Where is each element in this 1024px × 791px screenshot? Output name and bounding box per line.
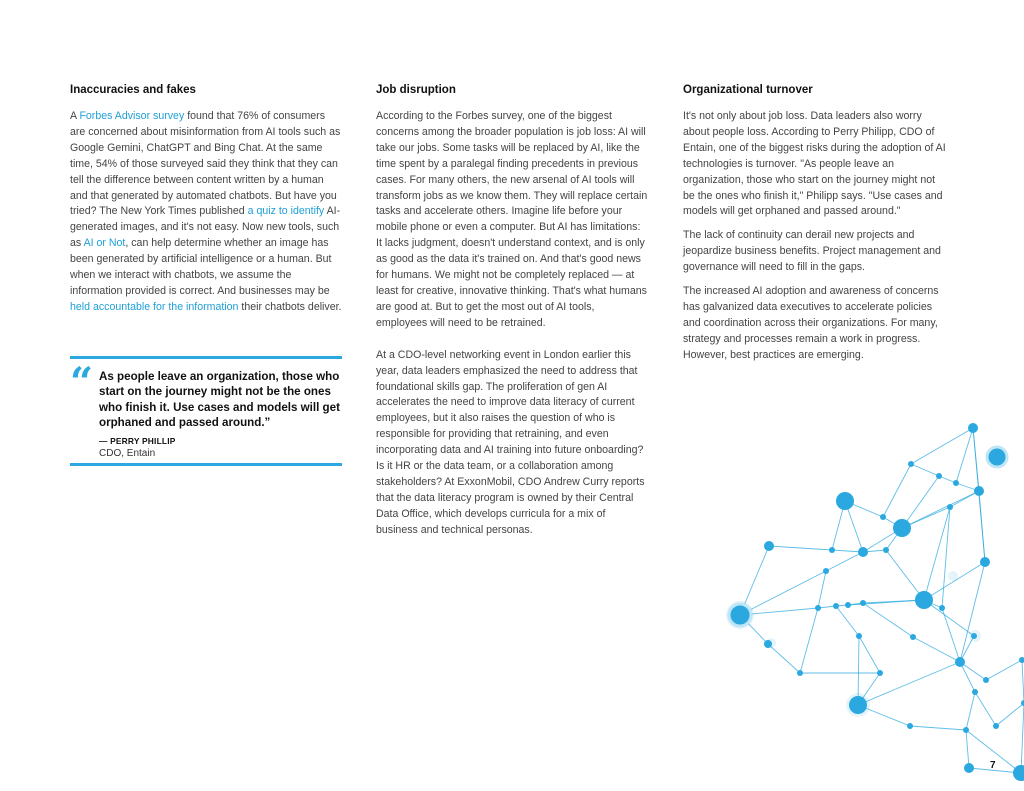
quote-author: — PERRY PHILLIP xyxy=(99,436,176,446)
network-node xyxy=(910,634,916,640)
column-organizational-turnover xyxy=(683,82,948,372)
network-edge xyxy=(975,692,996,726)
network-node xyxy=(833,603,839,609)
heading-inaccuracies: Inaccuracies and fakes xyxy=(70,84,196,96)
network-node xyxy=(936,473,942,479)
paragraph-job-disruption-1: According to the Forbes survey, one of the biggest concerns among the broader population is job loss: AI will take our jobs. Some tasks will be replaced by AI, like the time spent by a paralegal finding precedents in previous cases. For many others, the new arsenal of AI tools will transform jobs as we know them. They will replace certain tasks and accelerate others. Imagine life before your mobile phone or even a computer. But AI has limitations: It lacks judgment, doesn't understand context, and is only as good as the data it's trained on. And that's good news for humans. We might not be completely replaced — at least for creative, innovative thinking. That's what humans are good at. But to get the most out of AI tools, employees will need to be retrained. xyxy=(376,110,648,329)
paragraph-text: A xyxy=(70,110,80,122)
inline-link[interactable]: Forbes Advisor survey xyxy=(79,110,185,122)
network-node xyxy=(893,519,911,537)
network-node xyxy=(823,568,829,574)
paragraph-text: , can help determine whether an image has been generated by artificial intelligence or a human. But when we interact with chatbots, we assume the information provided is correct. And businesses may be xyxy=(70,237,332,297)
network-node xyxy=(980,557,990,567)
network-edge xyxy=(883,464,911,517)
network-node xyxy=(836,492,854,510)
network-node xyxy=(764,640,772,648)
network-edge xyxy=(986,660,1022,680)
network-node xyxy=(845,602,851,608)
network-edge xyxy=(800,608,818,673)
paragraph-turnover-2: The lack of continuity can derail new projects and jeopardize business benefits. Project management and governance will need to fill in the gaps. xyxy=(683,229,941,274)
network-edge xyxy=(960,662,975,692)
network-node xyxy=(729,604,751,626)
network-edge xyxy=(966,730,969,768)
network-edge xyxy=(826,552,863,571)
quote-mark-icon: “ xyxy=(70,359,94,406)
network-node xyxy=(915,591,933,609)
network-edge xyxy=(863,603,913,637)
network-node xyxy=(1013,765,1024,781)
paragraph-inaccuracies xyxy=(70,109,342,316)
network-edge xyxy=(966,692,975,730)
network-node xyxy=(849,696,867,714)
network-node xyxy=(883,547,889,553)
network-node xyxy=(963,727,969,733)
pull-quote xyxy=(70,356,342,466)
network-node xyxy=(1019,657,1024,663)
paragraph-text: their chatbots deliver. xyxy=(238,300,342,313)
column-inaccuracies xyxy=(70,82,342,324)
heading-organizational-turnover: Organizational turnover xyxy=(683,84,813,96)
network-node xyxy=(815,605,821,611)
network-node xyxy=(877,670,883,676)
inline-link[interactable]: a quiz to identify xyxy=(247,205,325,218)
network-node xyxy=(856,633,862,639)
network-node xyxy=(829,547,835,553)
network-node xyxy=(797,670,803,676)
network-node xyxy=(974,486,984,496)
network-node xyxy=(860,600,866,606)
network-node xyxy=(987,447,1007,467)
network-edge xyxy=(768,644,800,673)
network-edge xyxy=(910,726,966,730)
network-edge xyxy=(979,491,985,562)
paragraph-text: found that 76% of consumers are concerned about misinformation from AI tools such as Google Gemini, ChatGPT and Bing Chat. At the same time, 54% of those surveyed said they think that they can tell the difference between content written by a human and that generated by automated chatbots. But have you tried? The New York Times published xyxy=(70,110,341,218)
network-edge xyxy=(960,562,985,662)
network-edge xyxy=(911,464,939,476)
paragraph-turnover-3: The increased AI adoption and awareness of concerns has galvanized data executives to accelerate policies and coordination across their organizations. For many, strategy and processes remain a work in progress. However, best practices are emerging. xyxy=(683,285,939,361)
network-edge xyxy=(886,550,924,600)
network-node xyxy=(964,763,974,773)
network-node xyxy=(953,480,959,486)
network-node xyxy=(947,504,953,510)
network-node xyxy=(968,423,978,433)
network-node xyxy=(880,514,886,520)
network-halo xyxy=(948,571,958,581)
network-node xyxy=(983,677,989,683)
network-node xyxy=(858,547,868,557)
network-edge xyxy=(859,636,880,673)
quote-role: CDO, Entain xyxy=(99,448,156,459)
paragraph-job-disruption-2: At a CDO-level networking event in London earlier this year, data leaders emphasized the need to address that foundational skills gap. The proliferation of gen AI accelerates the need to improve data literacy of current employees, but it also raises the question of who is responsible for providing that retraining, and even incorporating data and AI training into future onboarding? Is it HR or the data team, or a collaboration among stakeholders? At ExxonMobil, CDO Andrew Curry reports that the data literacy program is owned by their Central Data Office, which develops curricula for a mix of business and technical personas. xyxy=(376,348,645,536)
network-edge xyxy=(769,546,832,550)
column-job-disruption xyxy=(376,82,648,547)
inline-link[interactable]: AI or Not xyxy=(83,237,126,250)
network-node xyxy=(993,723,999,729)
network-node xyxy=(971,633,977,639)
network-edge xyxy=(924,600,974,636)
network-node xyxy=(908,461,914,467)
network-edge xyxy=(818,571,826,608)
quote-text: As people leave an organization, those who start on the journey might not be the ones who finish it. Use cases and models will get orphaned and passed around.” xyxy=(99,370,340,430)
network-edge xyxy=(863,600,924,603)
network-node xyxy=(907,723,913,729)
network-node xyxy=(764,541,774,551)
network-edge xyxy=(836,606,859,636)
heading-job-disruption: Job disruption xyxy=(376,84,456,96)
page-number: 7 xyxy=(990,760,996,771)
network-edge xyxy=(902,491,979,528)
network-node xyxy=(972,689,978,695)
paragraph-turnover-1: It's not only about job loss. Data leaders also worry about people loss. According to Perry Philipp, CDO of Entain, one of the biggest risks during the adoption of AI technologies is turnover. "As people leave an organization, those who start on the journey might not be the ones who finish it," Philipp says. "Use cases and models will get orphaned and passed around." xyxy=(683,110,946,218)
network-node xyxy=(939,605,945,611)
inline-link[interactable]: held accountable for the information xyxy=(70,300,239,313)
network-edge xyxy=(996,703,1024,726)
network-node xyxy=(955,657,965,667)
paragraph-text: AI-generated images, and it's not easy. Now new tools, such as xyxy=(70,205,341,250)
